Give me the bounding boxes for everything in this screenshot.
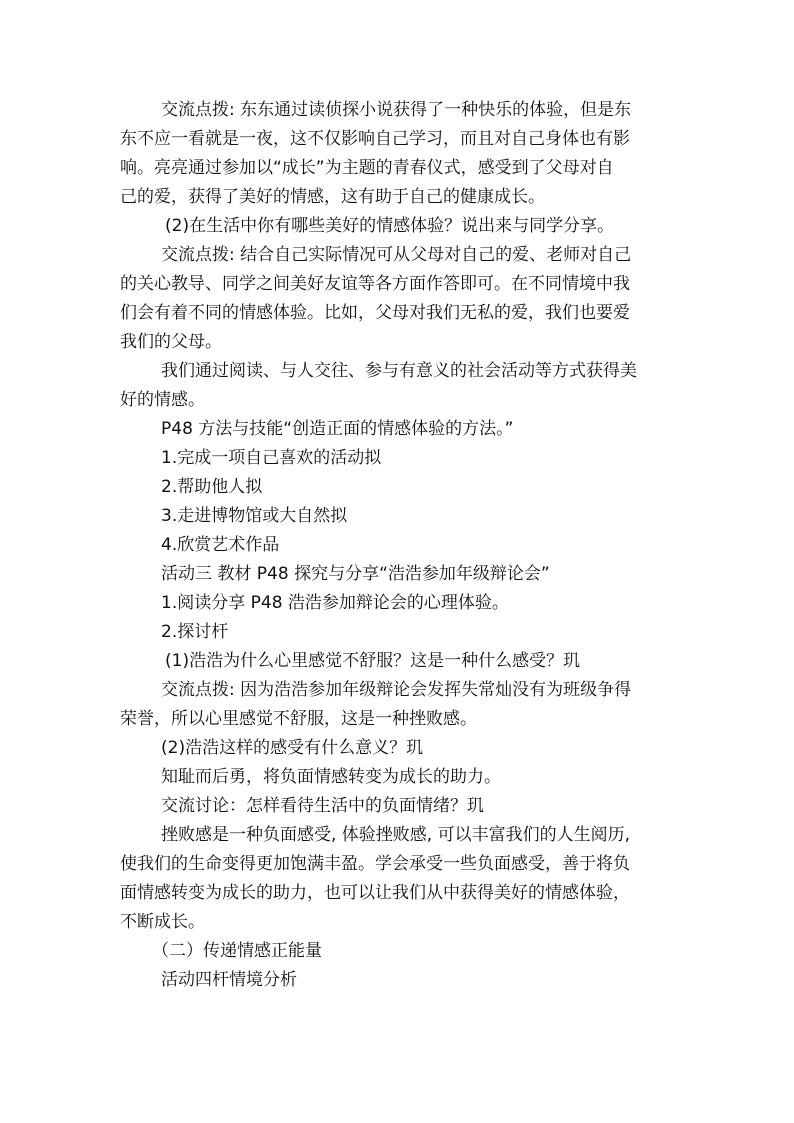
text-line: 1.完成一项自己喜欢的活动拟 [161, 448, 382, 468]
text-line: 使我们的生命变得更加饱满丰盈。学会承受一些负面感受，善于将负 [120, 854, 630, 874]
text-line: 们会有着不同的情感体验。比如，父母对我们无私的爱，我们也要爱 [120, 303, 630, 323]
text-line: 1.阅读分享 P48 浩浩参加辩论会的心理体验。 [161, 593, 509, 613]
text-line: 4.欣赏艺术作品 [161, 535, 280, 555]
section-heading: （二）传递情感正能量 [152, 941, 322, 961]
text-line: 挫败感是一种负面感受, 体验挫败感, 可以丰富我们的人生阅历, [161, 825, 631, 845]
text-line: 活动四杆情境分析 [161, 970, 297, 990]
text-line: 2.探讨杆 [161, 622, 229, 642]
text-line: (2)浩浩这样的感受有什么意义？玑 [161, 738, 424, 758]
text-line: (1)浩浩为什么心里感觉不舒服？这是一种什么感受？玑 [165, 651, 581, 671]
text-line: 3.走进博物馆或大自然拟 [161, 506, 348, 526]
text-line: 知耻而后勇，将负面情感转变为成长的助力。 [161, 767, 501, 787]
text-line: 交流点拨: 东东通过读侦探小说获得了一种快乐的体验，但是东 [161, 100, 632, 120]
text-line: 交流点拨: 因为浩浩参加年级辩论会发挥失常灿没有为班级争得 [161, 680, 632, 700]
text-line: 不断成长。 [120, 912, 205, 932]
text-line: 荣誉，所以心里感觉不舒服，这是一种挫败感。 [120, 709, 477, 729]
text-line: 交流讨论：怎样看待生活中的负面情绪？玑 [161, 796, 484, 816]
text-line: 面情感转变为成长的助力，也可以让我们从中获得美好的情感体验， [120, 883, 630, 903]
text-line: 我们的父母。 [120, 332, 222, 352]
text-line: 交流点拨: 结合自己实际情况可从父母对自己的爱、老师对自己 [161, 245, 632, 265]
text-line: 己的爱，获得了美好的情感，这有助于自己的健康成长。 [120, 187, 545, 207]
text-line: (2)在生活中你有哪些美好的情感体验？说出来与同学分享。 [165, 216, 615, 236]
text-line: 活动三 教材 P48 探究与分享“浩浩参加年级辩论会” [161, 564, 550, 584]
text-line: 2.帮助他人拟 [161, 477, 263, 497]
text-line: 响。亮亮通过参加以“成长”为主题的青春仪式，感受到了父母对自 [120, 158, 614, 178]
text-line: 东不应一看就是一夜，这不仅影响自己学习，而且对自己身体也有影 [120, 129, 630, 149]
text-line: 的关心教导、同学之间美好友谊等各方面作答即可。在不同情境中我 [120, 274, 630, 294]
text-line: 好的情感。 [120, 390, 205, 410]
text-line: P48 方法与技能“创造正面的情感体验的方法。” [161, 419, 514, 439]
text-line: 我们通过阅读、与人交往、参与有意义的社会活动等方式获得美 [161, 361, 637, 381]
